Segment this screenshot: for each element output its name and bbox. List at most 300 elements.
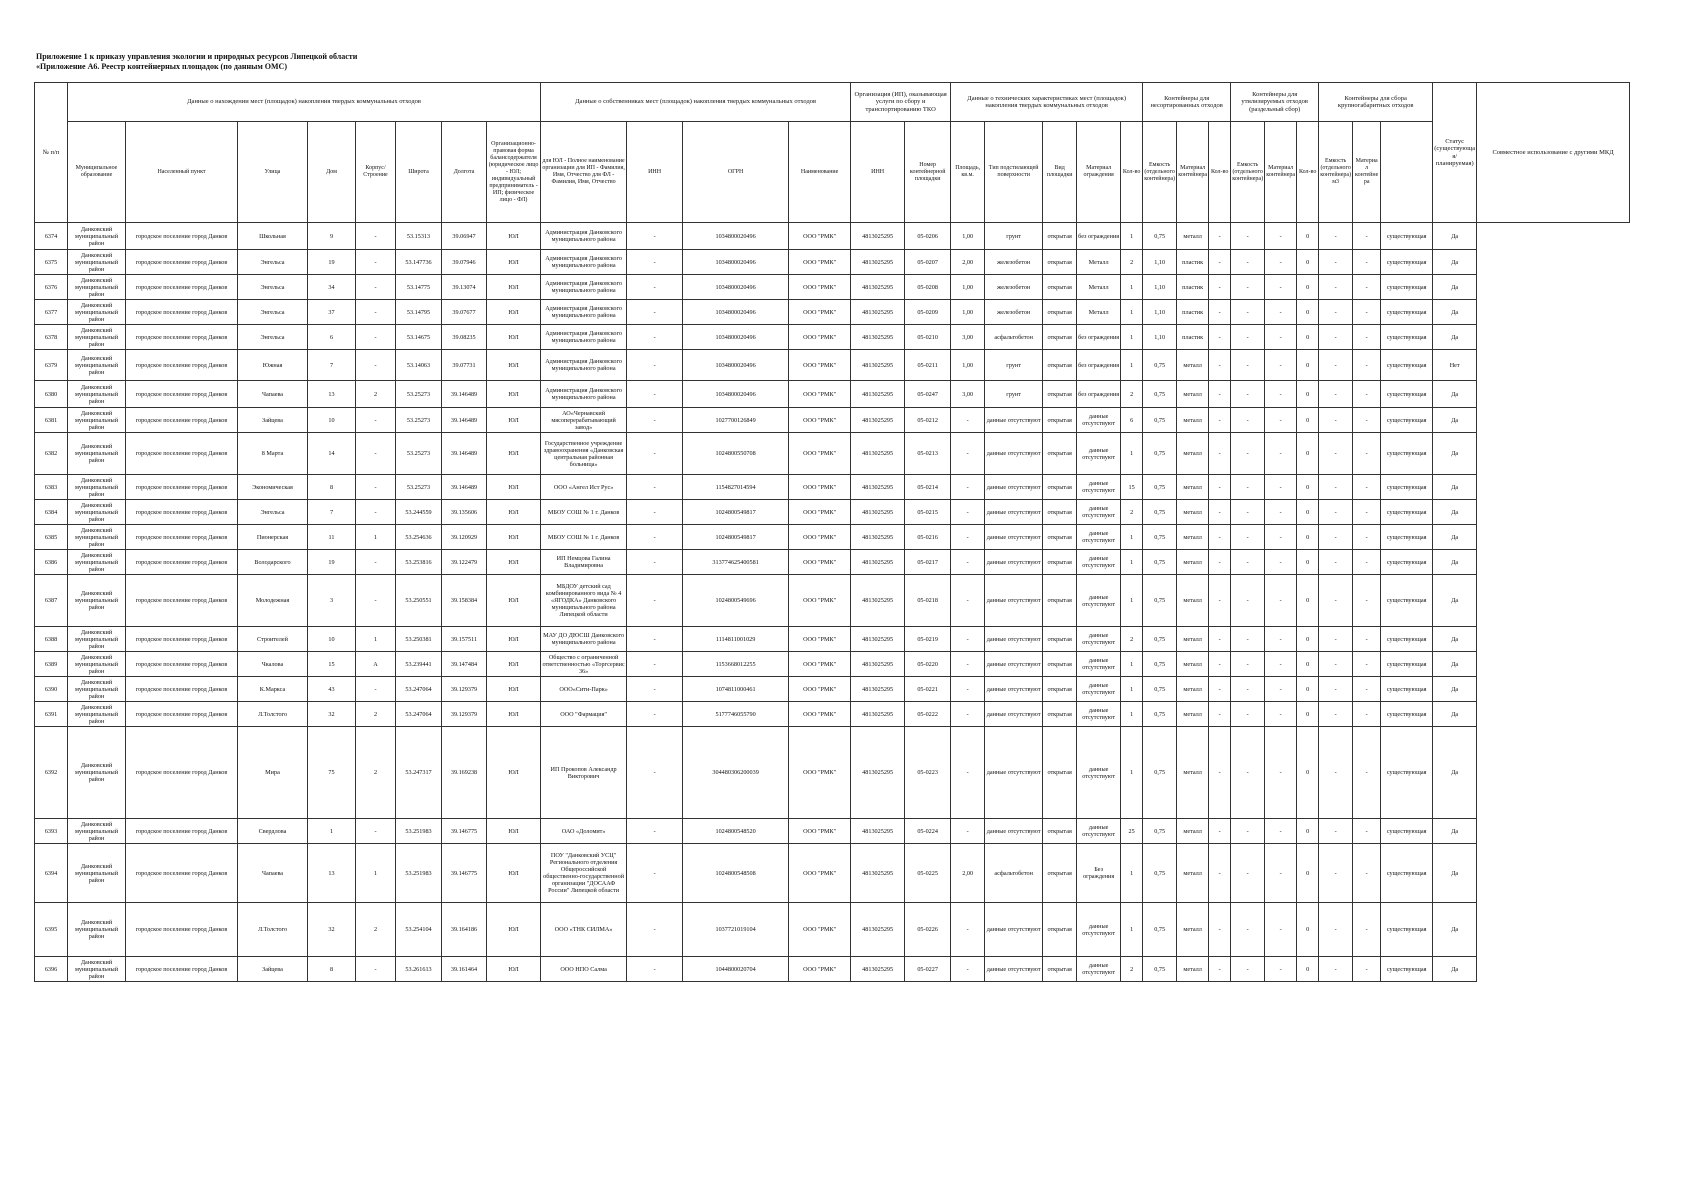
table-cell: Энгельса	[238, 500, 308, 525]
table-cell: 4813025295	[851, 903, 905, 957]
table-cell: городское поселение город Данков	[126, 275, 238, 300]
table-cell: 1034800020496	[683, 250, 789, 275]
table-cell: открытая	[1043, 575, 1077, 627]
table-cell: 1	[1121, 702, 1143, 727]
table-cell: 32	[308, 903, 356, 957]
table-cell: 0,75	[1143, 500, 1177, 525]
table-cell: 0,75	[1143, 957, 1177, 982]
table-cell: данные отсутствуют	[1077, 408, 1121, 433]
table-cell: 0	[1297, 350, 1319, 381]
table-cell: данные отсутствуют	[1077, 727, 1121, 819]
table-cell: Данковский муниципальный район	[68, 475, 126, 500]
registry-table	[34, 82, 1630, 982]
table-cell: ЮЛ	[487, 677, 541, 702]
table-cell: 1024800548520	[683, 819, 789, 844]
table-cell: открытая	[1043, 325, 1077, 350]
table-cell: 25	[1121, 819, 1143, 844]
table-cell: ООО "Фармация"	[541, 702, 627, 727]
table-cell: 53.250381	[396, 627, 442, 652]
table-cell: 4813025295	[851, 627, 905, 652]
table-cell: городское поселение город Данков	[126, 702, 238, 727]
table-cell: 1	[356, 844, 396, 903]
table-cell: данные отсутствуют	[985, 525, 1043, 550]
table-cell: городское поселение город Данков	[126, 381, 238, 408]
table-cell: 4813025295	[851, 350, 905, 381]
column-header: Номер контейнерной площадки	[905, 122, 951, 223]
table-cell: -	[356, 250, 396, 275]
table-cell: Данковский муниципальный район	[68, 223, 126, 250]
table-cell: городское поселение город Данков	[126, 250, 238, 275]
table-cell: -	[951, 677, 985, 702]
table-cell: Володарского	[238, 550, 308, 575]
table-row	[35, 702, 1630, 727]
column-header: Кол-во	[1297, 122, 1319, 223]
group-header: Данные о нахождении мест (площадок) накопления твердых коммунальных отходов	[68, 83, 541, 122]
table-body	[35, 223, 1630, 982]
table-cell: -	[627, 575, 683, 627]
table-cell: -	[1319, 727, 1353, 819]
table-cell: АО«Чернавский мясоперерабатывающий завод»	[541, 408, 627, 433]
table-cell: данные отсутствуют	[1077, 627, 1121, 652]
table-cell: данные отсутствуют	[1077, 525, 1121, 550]
table-cell: 9	[308, 223, 356, 250]
table-row	[35, 727, 1630, 819]
table-cell: городское поселение город Данков	[126, 500, 238, 525]
table-row	[35, 677, 1630, 702]
table-cell: Данковский муниципальный район	[68, 819, 126, 844]
table-cell: -	[951, 525, 985, 550]
table-cell: существующая	[1381, 250, 1433, 275]
table-cell: -	[1353, 408, 1381, 433]
table-cell: 4813025295	[851, 223, 905, 250]
table-cell: 1034800020496	[683, 275, 789, 300]
table-cell: открытая	[1043, 844, 1077, 903]
table-cell: -	[627, 223, 683, 250]
table-cell: металл	[1177, 550, 1209, 575]
table-cell: Данковский муниципальный район	[68, 408, 126, 433]
table-cell: 34	[308, 275, 356, 300]
table-cell: 1	[356, 627, 396, 652]
table-cell: Энгельса	[238, 325, 308, 350]
table-cell: 6392	[35, 727, 68, 819]
table-cell: ООО "РМК"	[789, 250, 851, 275]
table-cell: 05-0211	[905, 350, 951, 381]
table-cell: -	[356, 819, 396, 844]
table-cell: -	[1265, 627, 1297, 652]
table-row	[35, 275, 1630, 300]
table-cell: 8	[308, 957, 356, 982]
table-cell: -	[1209, 844, 1231, 903]
table-cell: -	[1231, 475, 1265, 500]
table-cell: 39.164186	[442, 903, 487, 957]
table-cell: -	[356, 223, 396, 250]
table-cell: 1034800020496	[683, 223, 789, 250]
table-cell: ЮЛ	[487, 275, 541, 300]
table-cell: Да	[1433, 475, 1477, 500]
group-header: Организация (ИП), оказывающая услуги по сбору и транспортированию ТКО	[851, 83, 951, 122]
table-cell: грунт	[985, 223, 1043, 250]
table-cell: ООО "РМК"	[789, 223, 851, 250]
table-cell: -	[1353, 300, 1381, 325]
table-cell: Данковский муниципальный район	[68, 300, 126, 325]
table-cell: городское поселение город Данков	[126, 677, 238, 702]
table-row	[35, 844, 1630, 903]
table-cell: Данковский муниципальный район	[68, 250, 126, 275]
table-cell: Да	[1433, 408, 1477, 433]
table-cell: городское поселение город Данков	[126, 350, 238, 381]
table-cell: металл	[1177, 627, 1209, 652]
table-cell: Металл	[1077, 275, 1121, 300]
table-cell: -	[1319, 525, 1353, 550]
table-cell: без ограждения	[1077, 325, 1121, 350]
table-cell: -	[627, 550, 683, 575]
table-cell: Да	[1433, 300, 1477, 325]
table-cell: 0,75	[1143, 433, 1177, 475]
table-row	[35, 627, 1630, 652]
table-cell: 0,75	[1143, 408, 1177, 433]
table-cell: ООО «ТНК СИЛМА»	[541, 903, 627, 957]
table-cell: ООО "РМК"	[789, 300, 851, 325]
table-cell: 39.147484	[442, 652, 487, 677]
table-cell: -	[1231, 627, 1265, 652]
table-cell: -	[1209, 677, 1231, 702]
table-cell: -	[1209, 300, 1231, 325]
table-cell: металл	[1177, 525, 1209, 550]
table-cell: 1,10	[1143, 300, 1177, 325]
column-header-row	[35, 122, 1630, 223]
table-cell: -	[1353, 325, 1381, 350]
table-cell: ЮЛ	[487, 381, 541, 408]
table-cell: -	[1209, 627, 1231, 652]
table-cell: -	[1353, 525, 1381, 550]
table-cell: 39.08235	[442, 325, 487, 350]
table-cell: -	[1231, 702, 1265, 727]
table-cell: -	[627, 475, 683, 500]
table-cell: 0,75	[1143, 652, 1177, 677]
table-cell: 6379	[35, 350, 68, 381]
table-cell: -	[1265, 325, 1297, 350]
table-cell: -	[1265, 433, 1297, 475]
table-cell: 1034800020496	[683, 350, 789, 381]
table-cell: Л.Толстого	[238, 702, 308, 727]
table-cell: металл	[1177, 223, 1209, 250]
table-cell: железобетон	[985, 300, 1043, 325]
table-cell: 1114811001029	[683, 627, 789, 652]
table-cell: -	[356, 275, 396, 300]
table-cell: 0	[1297, 223, 1319, 250]
table-cell: 05-0222	[905, 702, 951, 727]
table-cell: 4813025295	[851, 408, 905, 433]
table-cell: -	[1353, 500, 1381, 525]
table-cell: 1024800549817	[683, 525, 789, 550]
table-cell: -	[951, 702, 985, 727]
table-cell: 0	[1297, 575, 1319, 627]
table-cell: Администрация Данковского муниципального района	[541, 300, 627, 325]
table-cell: 1154827014594	[683, 475, 789, 500]
table-cell: данные отсутствуют	[985, 819, 1043, 844]
table-cell: -	[356, 300, 396, 325]
table-cell: данные отсутствуют	[985, 903, 1043, 957]
table-cell: металл	[1177, 500, 1209, 525]
table-cell: 4813025295	[851, 575, 905, 627]
table-cell: ООО «Ангел Ист Рус»	[541, 475, 627, 500]
table-row	[35, 652, 1630, 677]
table-cell: 05-0215	[905, 500, 951, 525]
table-cell: пластик	[1177, 300, 1209, 325]
table-cell: без ограждения	[1077, 350, 1121, 381]
table-cell: данные отсутствуют	[985, 575, 1043, 627]
table-cell: -	[1231, 350, 1265, 381]
table-cell: существующая	[1381, 500, 1433, 525]
table-cell: городское поселение город Данков	[126, 550, 238, 575]
table-cell: 6378	[35, 325, 68, 350]
table-cell: существующая	[1381, 627, 1433, 652]
table-cell: ЮЛ	[487, 500, 541, 525]
table-cell: открытая	[1043, 433, 1077, 475]
table-cell: ООО "РМК"	[789, 381, 851, 408]
table-cell: -	[1265, 381, 1297, 408]
table-cell: ООО "РМК"	[789, 819, 851, 844]
table-cell: Без ограждения	[1077, 844, 1121, 903]
table-cell: ООО "РМК"	[789, 677, 851, 702]
table-cell: 1024800549817	[683, 500, 789, 525]
table-cell: Свердлова	[238, 819, 308, 844]
table-cell: асфальтобетон	[985, 844, 1043, 903]
table-cell: 05-0214	[905, 475, 951, 500]
table-cell: существующая	[1381, 652, 1433, 677]
table-cell: 75	[308, 727, 356, 819]
table-cell: -	[1265, 275, 1297, 300]
table-cell: 3	[308, 575, 356, 627]
table-row	[35, 433, 1630, 475]
table-cell: асфальтобетон	[985, 325, 1043, 350]
table-cell: 05-0213	[905, 433, 951, 475]
table-cell: -	[356, 677, 396, 702]
table-cell: 53.251983	[396, 819, 442, 844]
table-cell: Данковский муниципальный район	[68, 500, 126, 525]
table-cell: 1034800020496	[683, 381, 789, 408]
table-cell: 0,75	[1143, 350, 1177, 381]
table-cell: Да	[1433, 957, 1477, 982]
table-cell: Чкалова	[238, 652, 308, 677]
table-cell: открытая	[1043, 903, 1077, 957]
table-cell: железобетон	[985, 250, 1043, 275]
table-cell: 1	[1121, 652, 1143, 677]
table-cell: Да	[1433, 844, 1477, 903]
table-cell: -	[1265, 677, 1297, 702]
table-cell: -	[1353, 627, 1381, 652]
table-cell: 0	[1297, 957, 1319, 982]
column-header: Муниципальное образование	[68, 122, 126, 223]
table-cell: -	[1265, 223, 1297, 250]
table-row	[35, 381, 1630, 408]
table-cell: МБДОУ детский сад комбинированного вида № 4 «ЯГОДКА» Данковского муниципального района Липецкой области	[541, 575, 627, 627]
table-cell: 6396	[35, 957, 68, 982]
table-cell: -	[1353, 727, 1381, 819]
table-row	[35, 350, 1630, 381]
table-cell: открытая	[1043, 957, 1077, 982]
table-cell: -	[627, 408, 683, 433]
table-cell: существующая	[1381, 677, 1433, 702]
table-cell: -	[1319, 381, 1353, 408]
table-cell: ООО "РМК"	[789, 475, 851, 500]
table-cell: -	[1353, 223, 1381, 250]
table-cell: 0,75	[1143, 819, 1177, 844]
table-cell: железобетон	[985, 275, 1043, 300]
table-row	[35, 300, 1630, 325]
table-cell: Да	[1433, 550, 1477, 575]
table-cell: -	[1265, 702, 1297, 727]
table-cell: Данковский муниципальный район	[68, 677, 126, 702]
table-cell: 39.146489	[442, 408, 487, 433]
table-cell: Металл	[1077, 250, 1121, 275]
table-cell: 0,75	[1143, 677, 1177, 702]
table-cell: 1	[1121, 550, 1143, 575]
table-cell: данные отсутствуют	[985, 550, 1043, 575]
column-header: Площадь, кв.м.	[951, 122, 985, 223]
table-cell: 0	[1297, 250, 1319, 275]
table-cell: 05-0225	[905, 844, 951, 903]
table-cell: 1,00	[951, 350, 985, 381]
table-cell: 37	[308, 300, 356, 325]
table-cell: 313774625400581	[683, 550, 789, 575]
table-cell: -	[951, 957, 985, 982]
table-cell: открытая	[1043, 408, 1077, 433]
table-cell: 39.120929	[442, 525, 487, 550]
table-cell: городское поселение город Данков	[126, 575, 238, 627]
table-row	[35, 525, 1630, 550]
table-cell: открытая	[1043, 381, 1077, 408]
table-cell: -	[1231, 727, 1265, 819]
table-cell: 0,75	[1143, 550, 1177, 575]
table-cell: -	[1353, 819, 1381, 844]
table-cell: -	[1319, 433, 1353, 475]
table-cell: 1	[1121, 275, 1143, 300]
table-cell: городское поселение город Данков	[126, 903, 238, 957]
table-cell: 0	[1297, 381, 1319, 408]
table-cell: 304480306200039	[683, 727, 789, 819]
table-cell: 39.161464	[442, 957, 487, 982]
table-cell: 39.158384	[442, 575, 487, 627]
table-cell: ЮЛ	[487, 300, 541, 325]
table-cell: без ограждения	[1077, 381, 1121, 408]
table-cell: существующая	[1381, 844, 1433, 903]
table-cell: -	[1209, 500, 1231, 525]
table-cell: существующая	[1381, 903, 1433, 957]
table-cell: Энгельса	[238, 250, 308, 275]
table-cell: ООО НПО Салма	[541, 957, 627, 982]
table-cell: -	[1265, 957, 1297, 982]
table-cell: 0	[1297, 677, 1319, 702]
table-cell: данные отсутствуют	[985, 652, 1043, 677]
table-cell: данные отсутствуют	[1077, 575, 1121, 627]
table-cell: 4813025295	[851, 381, 905, 408]
table-cell: данные отсутствуют	[1077, 702, 1121, 727]
table-cell: 53.251983	[396, 844, 442, 903]
table-cell: ПОУ "Данковский УСЦ" Регионального отделения Общероссийской общественно-государственной организации "ДОСААФ России" Липецкой области	[541, 844, 627, 903]
table-cell: открытая	[1043, 819, 1077, 844]
table-cell: 1,00	[951, 300, 985, 325]
table-cell: Да	[1433, 627, 1477, 652]
table-cell: -	[627, 433, 683, 475]
table-cell: данные отсутствуют	[985, 500, 1043, 525]
column-header: Населенный пункт	[126, 122, 238, 223]
group-header: Совместное использование с другими МКД	[1477, 83, 1630, 223]
table-cell: 43	[308, 677, 356, 702]
table-cell: 53.247064	[396, 702, 442, 727]
table-cell: 1153668012255	[683, 652, 789, 677]
table-cell: ЮЛ	[487, 250, 541, 275]
table-cell: -	[1353, 677, 1381, 702]
table-cell: -	[1353, 275, 1381, 300]
table-cell: -	[1265, 903, 1297, 957]
table-cell: ООО "РМК"	[789, 844, 851, 903]
table-cell: Данковский муниципальный район	[68, 957, 126, 982]
table-cell: -	[356, 475, 396, 500]
table-cell: 2	[1121, 957, 1143, 982]
table-cell: 1074811000461	[683, 677, 789, 702]
table-cell: 1037721019104	[683, 903, 789, 957]
table-cell: 4813025295	[851, 702, 905, 727]
group-header: № п/п	[35, 83, 68, 223]
table-cell: 53.244559	[396, 500, 442, 525]
group-header: Данные о технических характеристиках мест (площадок) накопления твердых коммунальных отходов	[951, 83, 1143, 122]
table-cell: открытая	[1043, 727, 1077, 819]
table-cell: -	[1265, 652, 1297, 677]
table-cell: -	[1265, 550, 1297, 575]
table-cell: ООО "РМК"	[789, 627, 851, 652]
table-cell: Л.Толстого	[238, 903, 308, 957]
table-cell: существующая	[1381, 300, 1433, 325]
table-cell: пластик	[1177, 250, 1209, 275]
table-cell: 53.253816	[396, 550, 442, 575]
table-cell: Да	[1433, 727, 1477, 819]
table-cell: -	[627, 727, 683, 819]
table-cell: 53.14675	[396, 325, 442, 350]
table-cell: -	[627, 652, 683, 677]
table-cell: 5177746055790	[683, 702, 789, 727]
table-cell: металл	[1177, 652, 1209, 677]
table-cell: -	[951, 727, 985, 819]
table-cell: Мира	[238, 727, 308, 819]
table-cell: 0	[1297, 275, 1319, 300]
column-header: ОГРН	[683, 122, 789, 223]
table-cell: -	[1209, 819, 1231, 844]
table-cell: -	[951, 652, 985, 677]
column-header: Вид площадки	[1043, 122, 1077, 223]
table-cell: металл	[1177, 433, 1209, 475]
column-header: Долгота	[442, 122, 487, 223]
table-cell: 4813025295	[851, 957, 905, 982]
table-cell: -	[1209, 325, 1231, 350]
table-cell: ЮЛ	[487, 223, 541, 250]
table-cell: 0	[1297, 727, 1319, 819]
table-cell: -	[1231, 903, 1265, 957]
table-row	[35, 325, 1630, 350]
table-cell: 53.247317	[396, 727, 442, 819]
table-cell: 0	[1297, 433, 1319, 475]
table-cell: 2,00	[951, 844, 985, 903]
table-cell: -	[1319, 350, 1353, 381]
table-cell: 2	[356, 702, 396, 727]
table-cell: 6	[1121, 408, 1143, 433]
column-header: Материал контейнера	[1265, 122, 1297, 223]
table-cell: открытая	[1043, 500, 1077, 525]
table-cell: 4813025295	[851, 819, 905, 844]
table-cell: ЮЛ	[487, 652, 541, 677]
table-cell: ЮЛ	[487, 844, 541, 903]
table-cell: существующая	[1381, 325, 1433, 350]
